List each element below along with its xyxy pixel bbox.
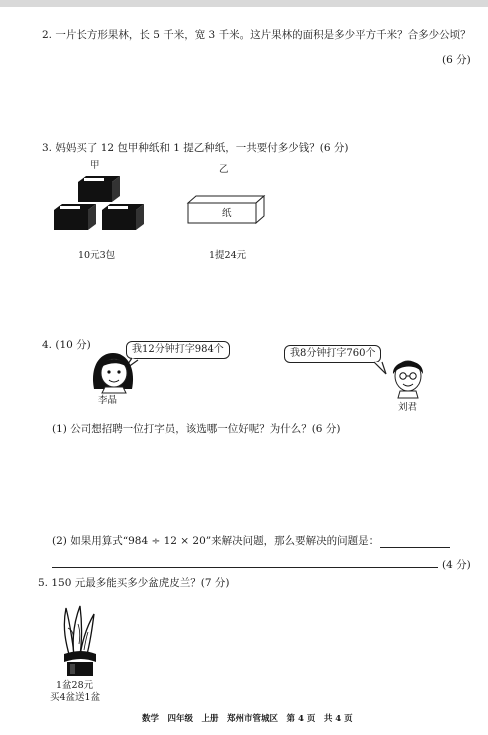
- girl-avatar: [90, 349, 136, 395]
- question-4-part-2: (2) 如果用算式“984 ÷ 12 × 20”来解决问题，那么要解决的问题是：: [52, 535, 380, 547]
- answer-line-1: [380, 547, 450, 548]
- paper-a-price: 10元3包: [78, 250, 116, 261]
- paper-b-label: 乙: [219, 164, 229, 175]
- snake-plant-icon: [58, 604, 102, 678]
- plant-price: 1盆28元: [56, 680, 94, 691]
- question-4-part-1: (1) 公司想招聘一位打字员，该选哪一位好呢？为什么？(6 分): [52, 423, 341, 435]
- question-2-score: (6 分): [442, 54, 471, 66]
- paper-b-price: 1提24元: [209, 250, 247, 261]
- question-3-text: 3. 妈妈买了 12 包甲种纸和 1 提乙种纸，一共要付多少钱？(6 分): [42, 142, 349, 154]
- paper-a-stack-icon: [50, 176, 160, 238]
- top-scan-edge: [0, 0, 488, 7]
- boy-avatar: [386, 352, 430, 398]
- girl-name: 李晶: [98, 395, 118, 406]
- paper-b-box-label: 纸: [222, 208, 232, 219]
- speech-bubble-right: 我8分钟打字760个: [284, 345, 381, 363]
- question-4-part-2-score: (4 分): [442, 559, 471, 571]
- plant-offer: 买4盆送1盆: [50, 692, 101, 703]
- speech-bubble-left: 我12分钟打字984个: [126, 341, 230, 359]
- answer-line-2: [52, 567, 438, 568]
- question-4-text: 4. (10 分): [42, 339, 91, 351]
- question-2-text: 2. 一片长方形果林，长 5 千米，宽 3 千米。这片果林的面积是多少平方千米？合多少公顷？: [42, 29, 471, 41]
- question-5-text: 5. 150 元最多能买多少盆虎皮兰？(7 分): [38, 577, 230, 589]
- page-footer: 数学 四年级 上册 郑州市管城区 第 4 页 共 4 页: [142, 714, 353, 724]
- paper-a-label: 甲: [90, 160, 100, 171]
- boy-name: 刘君: [398, 402, 418, 413]
